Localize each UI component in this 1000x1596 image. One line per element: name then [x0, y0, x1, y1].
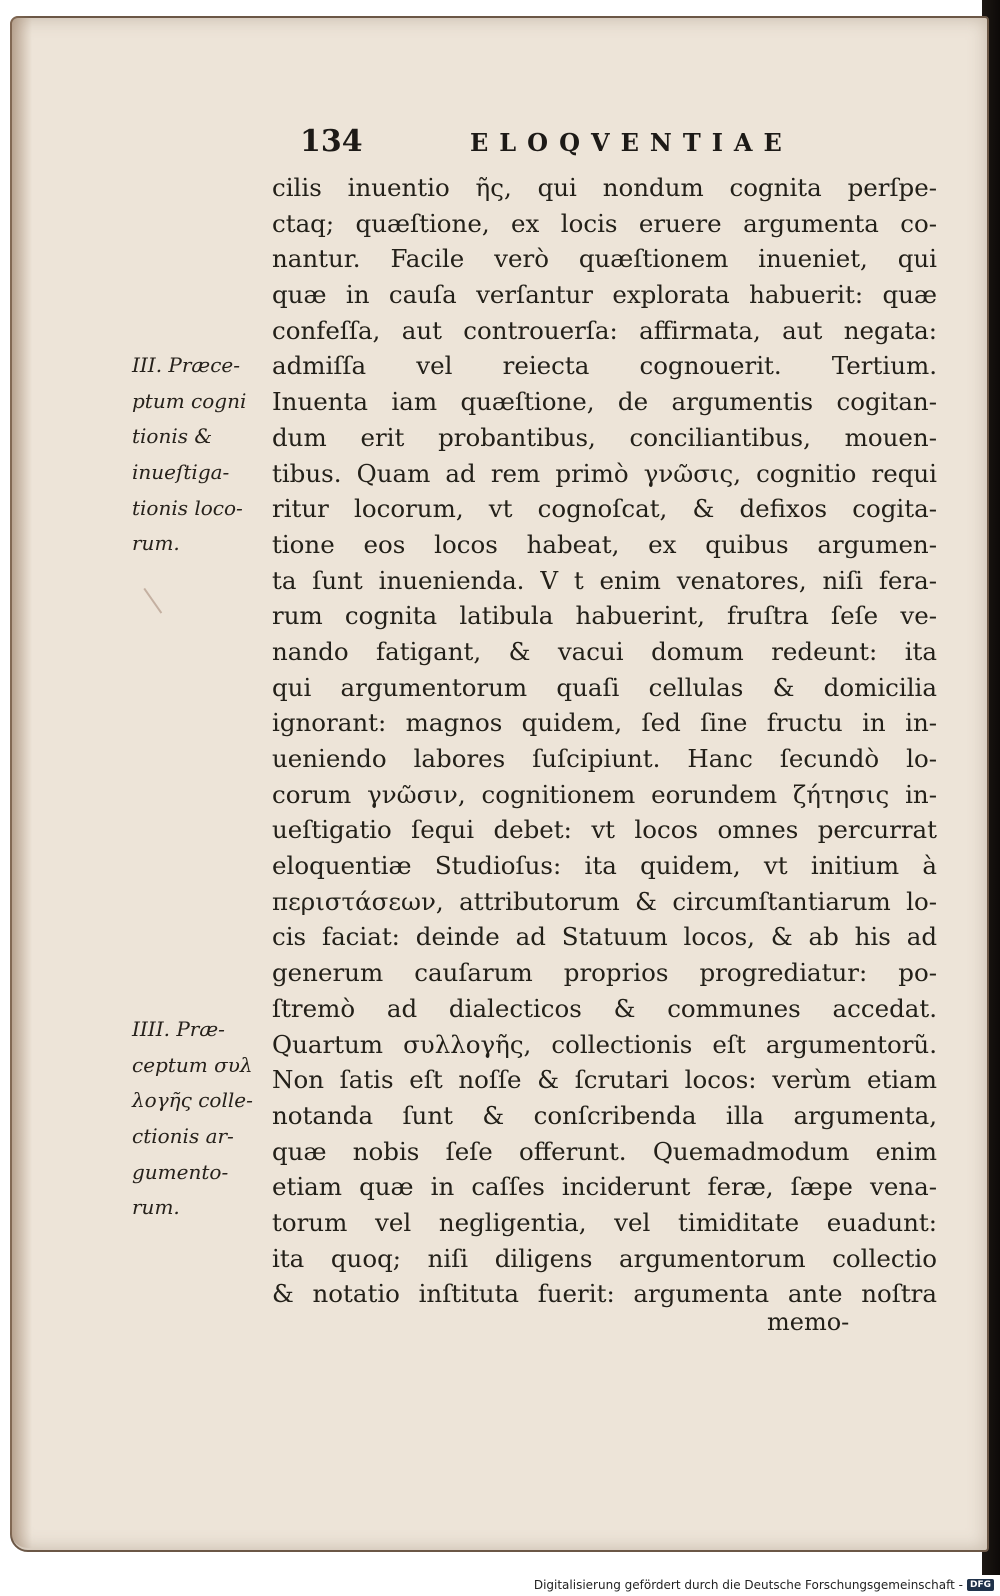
text-line: confeſſa, aut controuerſa: affirmata, aut negata:	[272, 315, 937, 345]
margin-note-line: IIII. Præ-	[132, 1017, 225, 1041]
text-line: corum γνῶσιν, cognitionem eorundem ζήτησις in-	[272, 779, 937, 809]
text-line: ita quoq; niſi diligens argumentorum collectio	[272, 1243, 937, 1273]
text-line: notanda ſunt & conſcribenda illa argumenta,	[272, 1100, 937, 1130]
margin-note-line: tionis loco-	[132, 495, 243, 520]
digitization-footer	[534, 1578, 994, 1592]
text-line: ta ſunt inuenienda. V t enim venatores, niſi fera-	[272, 565, 937, 595]
text-line: Quartum συλλογῆς, collectionis eſt argumentorũ.	[272, 1029, 937, 1059]
text-line: dum erit probantibus, conciliantibus, mouen-	[272, 422, 937, 452]
margin-note-line: ceptum συλ	[132, 1052, 253, 1077]
text-line: cis faciat: deinde ad Statuum locos, & ab his ad	[272, 922, 937, 952]
running-head: ELOQVENTIAE	[470, 128, 793, 157]
text-line: ueniendo labores ſuſcipiunt. Hanc ſecundò lo-	[272, 744, 937, 773]
margin-note-line: inueſtiga-	[132, 460, 230, 485]
text-line: quæ in cauſa verſantur explorata habuerit: quæ	[272, 280, 937, 310]
text-line: ctaq; quæſtione, ex locis eruere argumenta co-	[272, 208, 937, 238]
margin-note-line: gumento-	[132, 1159, 229, 1184]
margin-note-third-precept	[132, 348, 272, 562]
body-text	[272, 170, 937, 1312]
text-line: & notatio inſtituta fuerit: argumenta ante noſtra	[272, 1279, 937, 1309]
text-line: περιστάσεων, attributorum & circumſtantiarum lo-	[272, 886, 937, 916]
text-line: nantur. Facile verò quæſtionem inueniet, qui	[272, 244, 937, 274]
text-line: ueſtigatio ſequi debet: vt locos omnes percurrat	[272, 815, 937, 845]
page-edge-shadow	[10, 16, 32, 1548]
margin-note-line: tionis &	[132, 424, 213, 449]
text-line: torum vel negligentia, vel timiditate euadunt:	[272, 1207, 937, 1237]
margin-note-line: ptum cogni	[132, 388, 247, 413]
text-line: admiſſa vel reiecta cognouerit. Tertium.	[272, 351, 937, 381]
text-line: nando fatigant, & vacui domum redeunt: ita	[272, 636, 937, 666]
catchword: memo-	[767, 1308, 850, 1336]
text-line: tione eos locos habeat, ex quibus argumen-	[272, 529, 937, 559]
margin-note-line: λογῆς colle-	[132, 1088, 253, 1113]
dfg-logo-icon: DFG	[967, 1579, 994, 1591]
text-line: Non ſatis eſt noſſe & ſcrutari locos: verùm etiam	[272, 1065, 937, 1095]
page-number: 134	[300, 124, 363, 159]
text-line: ſtremò ad dialecticos & communes accedat.	[272, 993, 937, 1023]
footer-credit: Digitalisierung gefördert durch die Deutsche Forschungsgemeinschaft -	[533, 1578, 963, 1592]
text-line: tibus. Quam ad rem primò γνῶσις, cognitio requi	[272, 458, 937, 488]
margin-note-line: rum.	[132, 531, 180, 556]
text-line: rum cognita latibula habuerint, fruſtra ſeſe ve-	[272, 601, 937, 631]
text-line: quæ nobis ſeſe offerunt. Quemadmodum enim	[272, 1136, 937, 1166]
text-line: eloquentiæ Studioſus: ita quidem, vt initium à	[272, 851, 937, 881]
margin-note-line: rum.	[132, 1195, 180, 1220]
text-line: qui argumentorum quaſi cellulas & domicilia	[272, 672, 937, 702]
margin-note-line: ctionis ar-	[132, 1124, 234, 1149]
text-line: ritur locorum, vt cognoſcat, & defixos cogita-	[272, 494, 937, 524]
text-line: etiam quæ in caſſes inciderunt feræ, ſæpe vena-	[272, 1172, 937, 1202]
text-line: generum cauſarum proprios progrediatur: po-	[272, 958, 937, 988]
text-line: cilis inuentio ῆς, qui nondum cognita perſpe-	[272, 173, 937, 202]
margin-note-line: III. Præce-	[132, 353, 241, 377]
text-line: Inuenta iam quæſtione, de argumentis cogitan-	[272, 387, 937, 417]
text-line: ignorant: magnos quidem, ſed ſine fructu in in-	[272, 708, 937, 738]
page-header	[300, 124, 793, 164]
margin-note-fourth-precept	[132, 1012, 272, 1226]
